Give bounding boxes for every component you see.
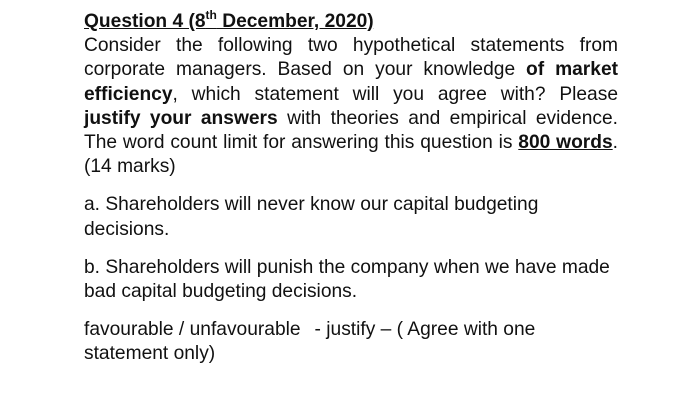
question-body — [84, 34, 618, 179]
body-text-2: , which statement will you agree with? Please — [172, 83, 618, 105]
instruction-right: - justify – ( Agree with one statement only) — [84, 319, 536, 365]
heading-superscript: th — [205, 7, 217, 22]
instruction-line — [84, 318, 618, 366]
body-bold-2: justify your answers — [84, 107, 278, 129]
instruction-left: favourable / unfavourable — [84, 319, 301, 341]
body-bold-1: of market efficiency — [84, 59, 619, 105]
body-text-4: . (14 marks) — [84, 132, 618, 178]
body-text-3: with theories and empirical evidence. The word count limit for answering this question is — [84, 107, 618, 154]
question-document — [84, 7, 619, 367]
body-text-1: Consider the following two hypothetical statements from corporate managers. Based on your knowledge — [84, 35, 618, 81]
word-limit: 800 words — [518, 132, 613, 154]
statement-a: a. Shareholders will never know our capital budgeting decisions. — [84, 194, 539, 240]
heading-prefix: Question 4 (8 — [84, 11, 206, 32]
statement-b: b. Shareholders will punish the company when we have made bad capital budgeting decisions. — [84, 256, 610, 303]
heading-suffix: December, 2020) — [216, 11, 374, 32]
question-heading — [84, 7, 374, 32]
